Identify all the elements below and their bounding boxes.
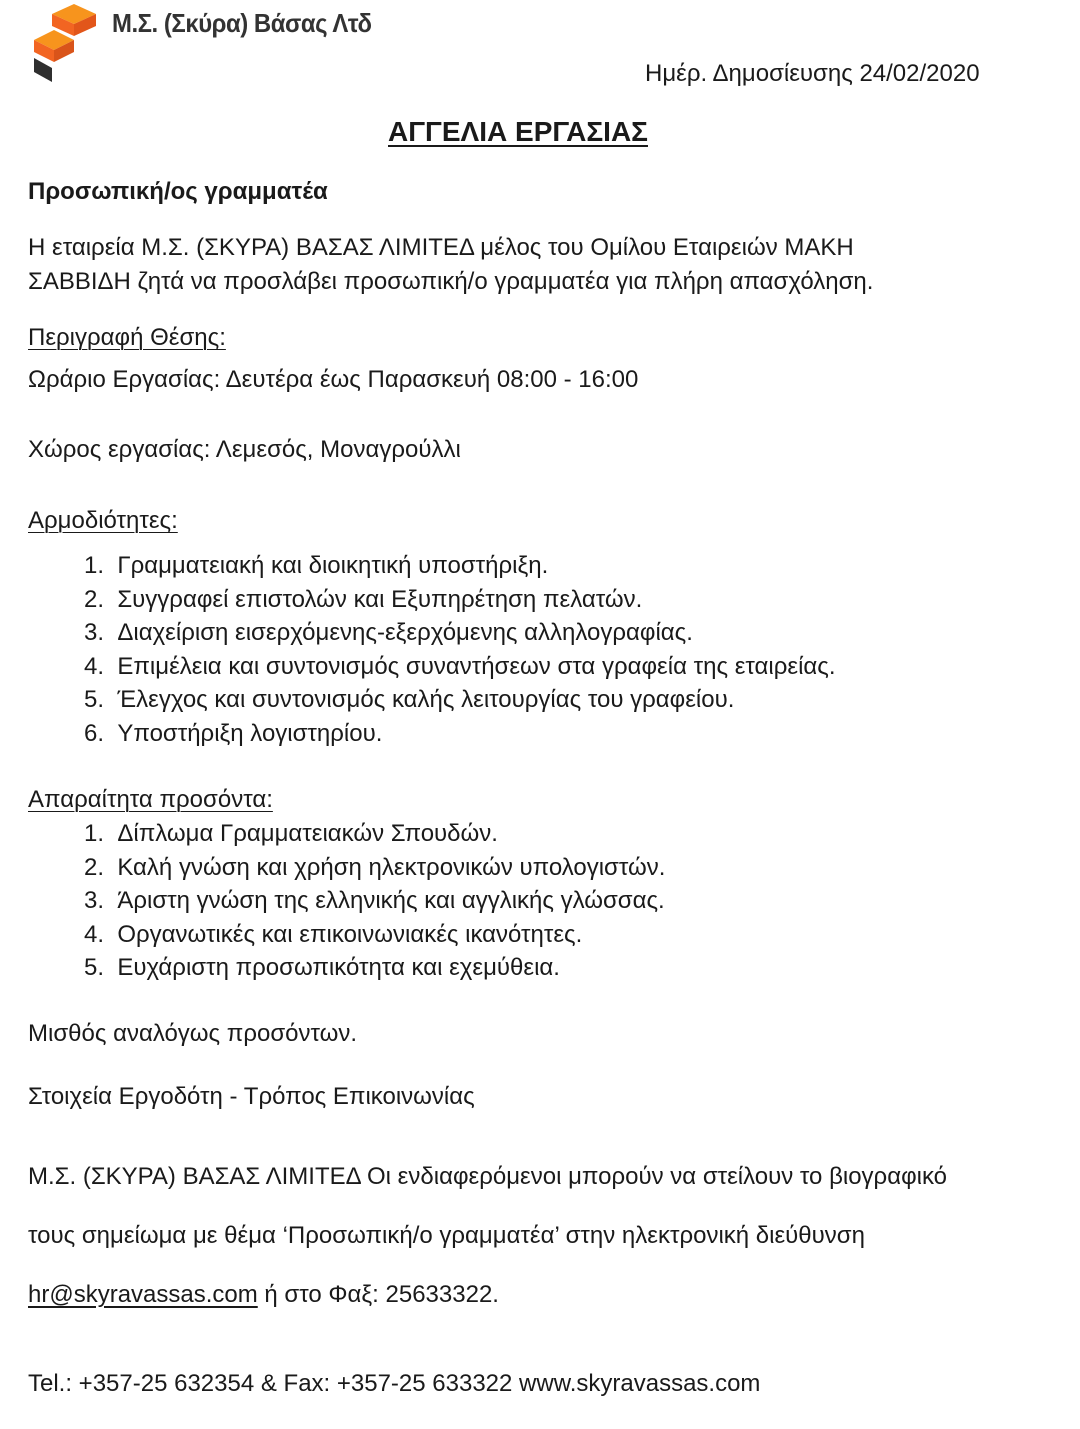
company-name: Μ.Σ. (Σκύρα) Βάσας Λτδ xyxy=(112,8,372,38)
list-item: 2. Καλή γνώση και χρήση ηλεκτρονικών υπολογιστών. xyxy=(83,853,666,881)
position-title: Προσωπική/ος γραμματέα xyxy=(28,178,328,205)
email-link[interactable]: hr@skyravassas.com xyxy=(28,1281,258,1308)
contact-line-1: Μ.Σ. (ΣΚΥΡΑ) ΒΑΣΑΣ ΛΙΜΙΤΕΔ Οι ενδιαφερόμενοι μπορούν να στείλουν το βιογραφικό xyxy=(28,1163,948,1190)
list-item: 4. Οργανωτικές και επικοινωνιακές ικανότητες. xyxy=(83,920,583,948)
job-description-heading: Περιγραφή Θέσης: xyxy=(28,324,226,351)
fax-text: ή στο Φαξ: 25633322. xyxy=(257,1281,499,1308)
requirements-heading: Απαραίτητα προσόντα: xyxy=(28,786,273,813)
list-item: 5. Ευχάριστη προσωπικότητα και εχεμύθεια. xyxy=(83,954,560,982)
duties-list xyxy=(28,549,836,751)
publication-date: Ημέρ. Δημοσίευσης 24/02/2020 xyxy=(645,60,980,87)
footer-contact: Tel.: +357-25 632354 & Fax: +357-25 633322 www.skyravassas.com xyxy=(28,1370,761,1397)
list-item: 6. Υποστήριξη λογιστηρίου. xyxy=(83,719,383,747)
document-title: ΑΓΓΕΛΙΑ ΕΡΓΑΣΙΑΣ xyxy=(388,116,648,147)
list-item: 5. Έλεγχος και συντονισμός καλής λειτουργίας του γραφείου. xyxy=(83,686,735,714)
list-item: 2. Συγγραφεί επιστολών και Εξυπηρέτηση πελατών. xyxy=(83,585,643,613)
duties-heading: Αρμοδιότητες: xyxy=(28,507,178,534)
contact-line-2: τους σημείωμα με θέμα ‘Προσωπική/ο γραμματέα’ στην ηλεκτρονική διεύθυνση xyxy=(28,1222,865,1249)
list-item: 3. Άριστη γνώση της ελληνικής και αγγλικής γλώσσας. xyxy=(83,887,665,915)
workplace: Χώρος εργασίας: Λεμεσός, Μοναγρούλλι xyxy=(28,436,461,463)
stacked-cubes-logo-icon xyxy=(30,2,100,82)
contact-heading: Στοιχεία Εργοδότη - Τρόπος Επικοινωνίας xyxy=(28,1083,475,1110)
list-item: 1. Γραμματειακή και διοικητική υποστήριξη. xyxy=(83,552,549,579)
list-item: 3. Διαχείριση εισερχόμενης-εξερχόμενης αλληλογραφίας. xyxy=(83,619,693,647)
intro-line-2: ΣΑΒΒΙΔΗ ζητά να προσλάβει προσωπική/ο γραμματέα για πλήρη απασχόληση. xyxy=(28,268,874,295)
intro-line-1: Η εταιρεία Μ.Σ. (ΣΚΥΡΑ) ΒΑΣΑΣ ΛΙΜΙΤΕΔ μέλος του Ομίλου Εταιρειών ΜΑΚΗ xyxy=(28,234,854,261)
requirements-list xyxy=(28,817,665,985)
working-hours: Ωράριο Εργασίας: Δευτέρα έως Παρασκευή 08:00 - 16:00 xyxy=(28,366,639,393)
list-item: 1. Δίπλωμα Γραμματειακών Σπουδών. xyxy=(83,820,498,847)
list-item: 4. Επιμέλεια και συντονισμός συναντήσεων στα γραφεία της εταιρείας. xyxy=(83,652,836,680)
salary-text: Μισθός αναλόγως προσόντων. xyxy=(28,1020,358,1047)
contact-line-3 xyxy=(28,1281,499,1309)
